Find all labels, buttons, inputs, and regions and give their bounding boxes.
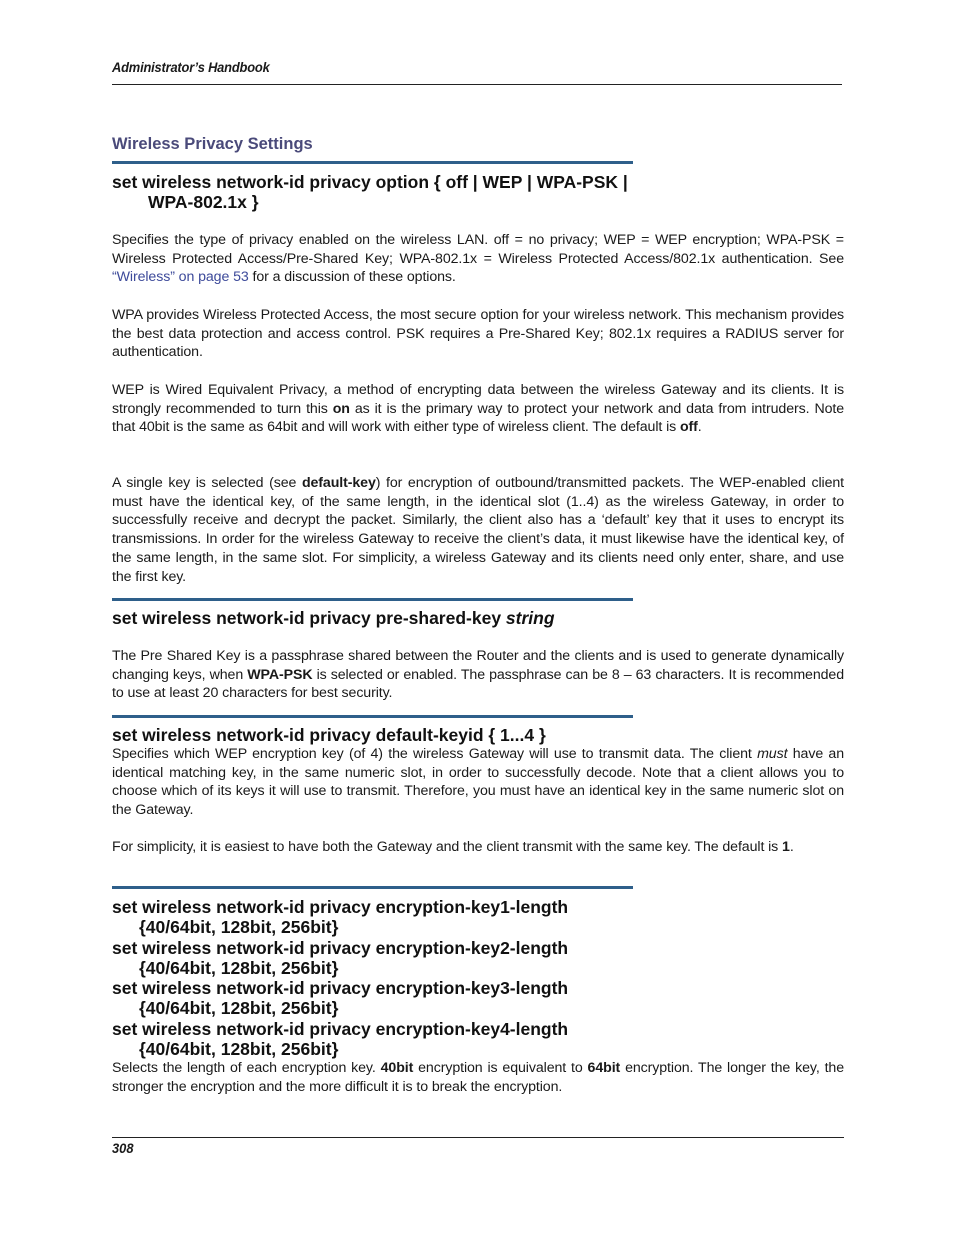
paragraph-default-keyid xyxy=(112,745,844,820)
text: WPA provides Wireless Protected Access, the most secure option for your wireless network. This mechanism provides the best data protection and access control. PSK requires a Pre-Shared Key; 802.1x requires a RADIUS server for authentication. xyxy=(112,307,844,361)
text: The Pre Shared Key is a passphrase shared between the Router and the clients and is used to generate dynamically changing keys, when xyxy=(112,648,844,683)
text: ) for encryption of outbound/transmitted packets. The WEP-enabled client must have the identical key, of the same length, in the identical slot (1..4) as the wireless Gateway, in order to successfully receive and decrypt the packet. Similarly, the client also has a ‘default’ key that it uses to encrypt its transmissions. In order for the wireless Gateway to receive the client’s data, it must likewise have the identical key, of the same length, in the same slot. For simplicity, a wireless Gateway and its clients need only enter, share, and use the first key. xyxy=(112,475,844,585)
paragraph-wpa xyxy=(112,306,844,362)
emphasis-on: on xyxy=(332,400,350,417)
paragraph-wep xyxy=(112,381,844,437)
running-head: Administrator’s Handbook xyxy=(112,59,270,75)
emphasis-64bit: 64bit xyxy=(587,1060,621,1076)
text: have an identical matching key, in the same numeric slot, in order to successfully decode. Note that a client allows you to choose which of its keys it will use to transmit. Therefore, you must have an identical key in the same numeric slot on the Gateway. xyxy=(112,746,844,819)
command-line: set wireless network-id privacy encryption-key1-length xyxy=(112,897,569,917)
emphasis-wpa-psk: WPA-PSK xyxy=(247,666,313,683)
paragraph-single-key xyxy=(112,474,844,586)
text: For simplicity, it is easiest to have both the Gateway and the client transmit with the same key. The default is xyxy=(112,839,783,855)
text: Specifies the type of privacy enabled on the wireless LAN. off = no privacy; WEP = WEP encryption; WPA-PSK = Wireless Protected Access/Pre-Shared Key; WPA-802.1x = Wireless Protected Access/802.1x authentication. See xyxy=(112,232,844,267)
text: as it is the primary way to protect your network and data from intruders. Note that 40bit is the same as 64bit and will work with either type of wireless client. The default is xyxy=(112,400,845,436)
text: encryption is equivalent to xyxy=(413,1060,588,1076)
command-line: set wireless network-id privacy option { off | WEP | WPA-PSK | xyxy=(112,172,628,192)
section-rule xyxy=(112,161,633,164)
footer-rule xyxy=(112,1137,844,1138)
text: . xyxy=(789,839,794,855)
cross-reference-link[interactable]: “Wireless” on page 53 xyxy=(112,269,249,286)
section-rule xyxy=(112,715,633,718)
page-number: 308 xyxy=(112,1140,134,1156)
command-line-continued: {40/64bit, 128bit, 256bit} xyxy=(139,957,339,978)
command-line-continued: WPA-802.1x } xyxy=(148,192,259,213)
emphasis-must: must xyxy=(757,746,788,762)
emphasis-40bit: 40bit xyxy=(380,1060,414,1076)
text: . xyxy=(697,419,702,436)
paragraph-privacy-types xyxy=(112,231,844,287)
paragraph-encryption-key-length xyxy=(112,1059,844,1096)
command-encryption-key-length xyxy=(112,897,568,1059)
command-parameter: string xyxy=(505,608,555,628)
command-line: set wireless network-id privacy pre-shared-key xyxy=(112,608,506,628)
text: WEP is Wired Equivalent Privacy, a method of encrypting data between the wireless Gateway and its clients. It is strongly recommended to turn this xyxy=(112,382,844,417)
text: for a discussion of these options. xyxy=(248,269,456,286)
emphasis-off: off xyxy=(679,419,698,436)
header-rule xyxy=(112,84,842,85)
emphasis-default-key: default-key xyxy=(301,475,376,491)
emphasis-default-value: 1 xyxy=(782,839,790,855)
text: Selects the length of each encryption key. xyxy=(112,1060,381,1076)
text: A single key is selected (see xyxy=(112,475,302,491)
command-default-keyid: set wireless network-id privacy default-keyid { 1...4 } xyxy=(112,725,546,745)
text: is selected or enabled. The passphrase can be 8 – 63 characters. It is recommended to use at least 20 characters for best security. xyxy=(112,666,844,702)
command-line-continued: {40/64bit, 128bit, 256bit} xyxy=(139,1039,339,1060)
command-line: set wireless network-id privacy encryption-key4-length xyxy=(112,1018,569,1039)
section-rule xyxy=(112,598,633,601)
text: Specifies which WEP encryption key (of 4) the wireless Gateway will use to transmit data. The client xyxy=(112,746,758,762)
command-privacy-option xyxy=(112,172,628,213)
command-line-continued: {40/64bit, 128bit, 256bit} xyxy=(139,998,339,1019)
command-pre-shared-key xyxy=(112,608,555,628)
command-line: set wireless network-id privacy encryption-key2-length xyxy=(112,937,569,958)
section-rule xyxy=(112,886,633,889)
section-title: Wireless Privacy Settings xyxy=(112,135,313,153)
paragraph-default-key-simplicity xyxy=(112,838,844,857)
command-line: set wireless network-id privacy encryption-key3-length xyxy=(112,978,569,999)
command-line-continued: {40/64bit, 128bit, 256bit} xyxy=(139,917,339,938)
text: encryption. The longer the key, the stronger the encryption and the more difficult it is to break the encryption. xyxy=(112,1060,844,1095)
paragraph-pre-shared-key xyxy=(112,647,844,703)
